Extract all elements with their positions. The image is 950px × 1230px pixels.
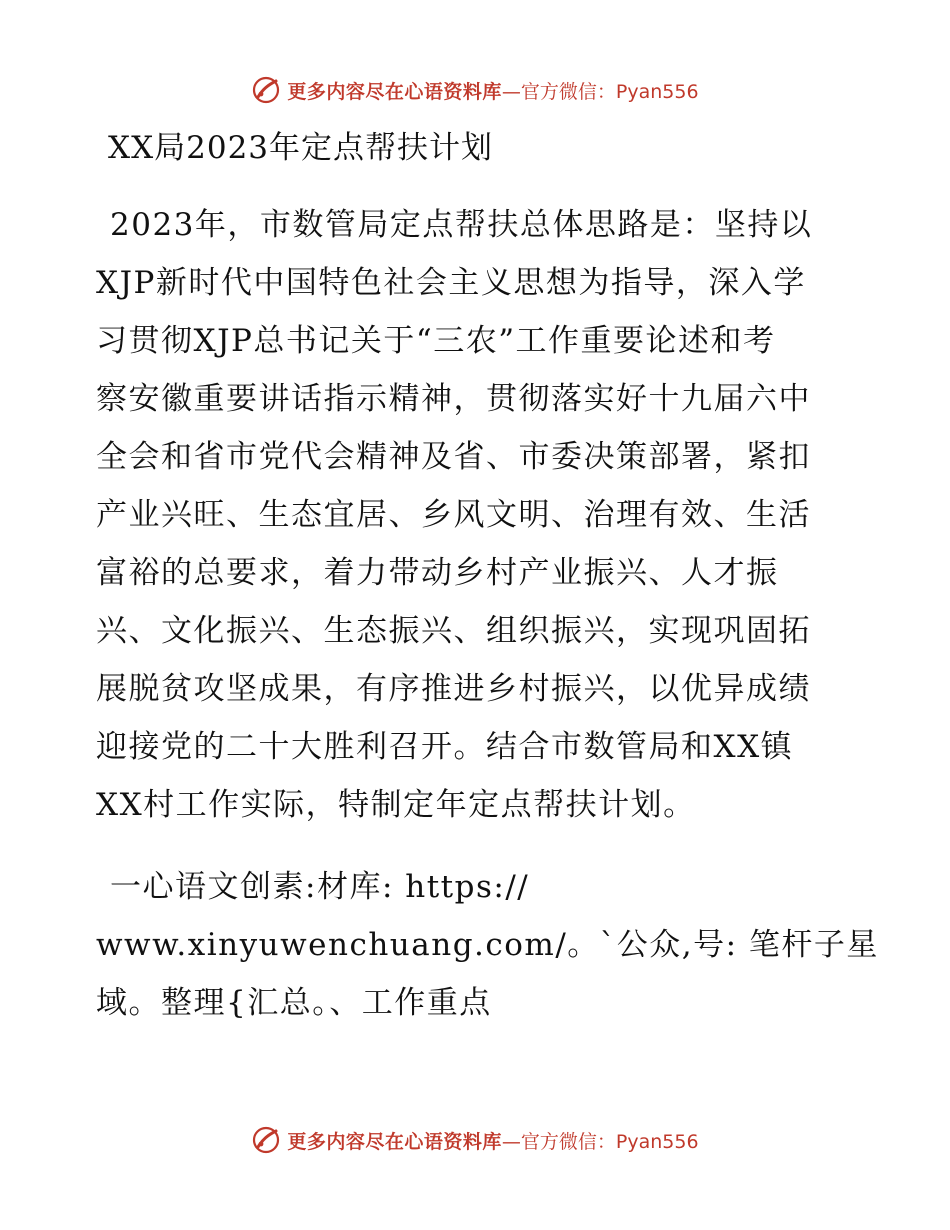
brush-logo-icon — [251, 1125, 281, 1155]
document-title: XX局2023年定点帮扶计划 — [108, 130, 494, 166]
note-line: 一心语文创素:材库: https:// — [110, 869, 530, 905]
paragraph-line: 展脱贫攻坚成果，有序推进乡村振兴，以优异成绩 — [96, 671, 811, 707]
note-line: www.xinyuwenchuang.com/。`公众,号: 笔杆子星 — [96, 927, 879, 963]
paragraph-line: 习贯彻XJP总书记关于“三农”工作重要论述和考 — [96, 323, 776, 359]
paragraph-line: 迎接党的二十大胜利召开。结合市数管局和XX镇 — [96, 729, 794, 765]
watermark-text: 更多内容尽在心语资料库 — [287, 80, 502, 103]
header-watermark-banner — [0, 70, 950, 110]
document-body — [96, 196, 879, 1032]
watermark-wechat: —官方微信：Pyan556 — [501, 1130, 699, 1153]
footer-watermark-banner — [0, 1120, 950, 1160]
paragraph-line: 产业兴旺、生态宜居、乡风文明、治理有效、生活 — [96, 497, 811, 533]
watermark-wechat: —官方微信：Pyan556 — [501, 80, 699, 103]
paragraph-line: 全会和省市党代会精神及省、市委决策部署，紧扣 — [96, 439, 811, 475]
paragraph-line: 富裕的总要求，着力带动乡村产业振兴、人才振 — [96, 555, 779, 591]
paragraph-line: XX村工作实际，特制定年定点帮扶计划。 — [96, 787, 696, 823]
paragraph-line: 察安徽重要讲话指示精神，贯彻落实好十九届六中 — [96, 381, 811, 417]
paragraph-line: 兴、文化振兴、生态振兴、组织振兴，实现巩固拓 — [96, 613, 811, 649]
brush-logo-icon — [251, 75, 281, 105]
paragraph-line: XJP新时代中国特色社会主义思想为指导，深入学 — [96, 265, 806, 301]
note-line: 域。整理{汇总。、工作重点 — [96, 985, 492, 1021]
paragraph-line: 2023年，市数管局定点帮扶总体思路是：坚持以 — [110, 207, 813, 243]
watermark-text: 更多内容尽在心语资料库 — [287, 1130, 502, 1153]
